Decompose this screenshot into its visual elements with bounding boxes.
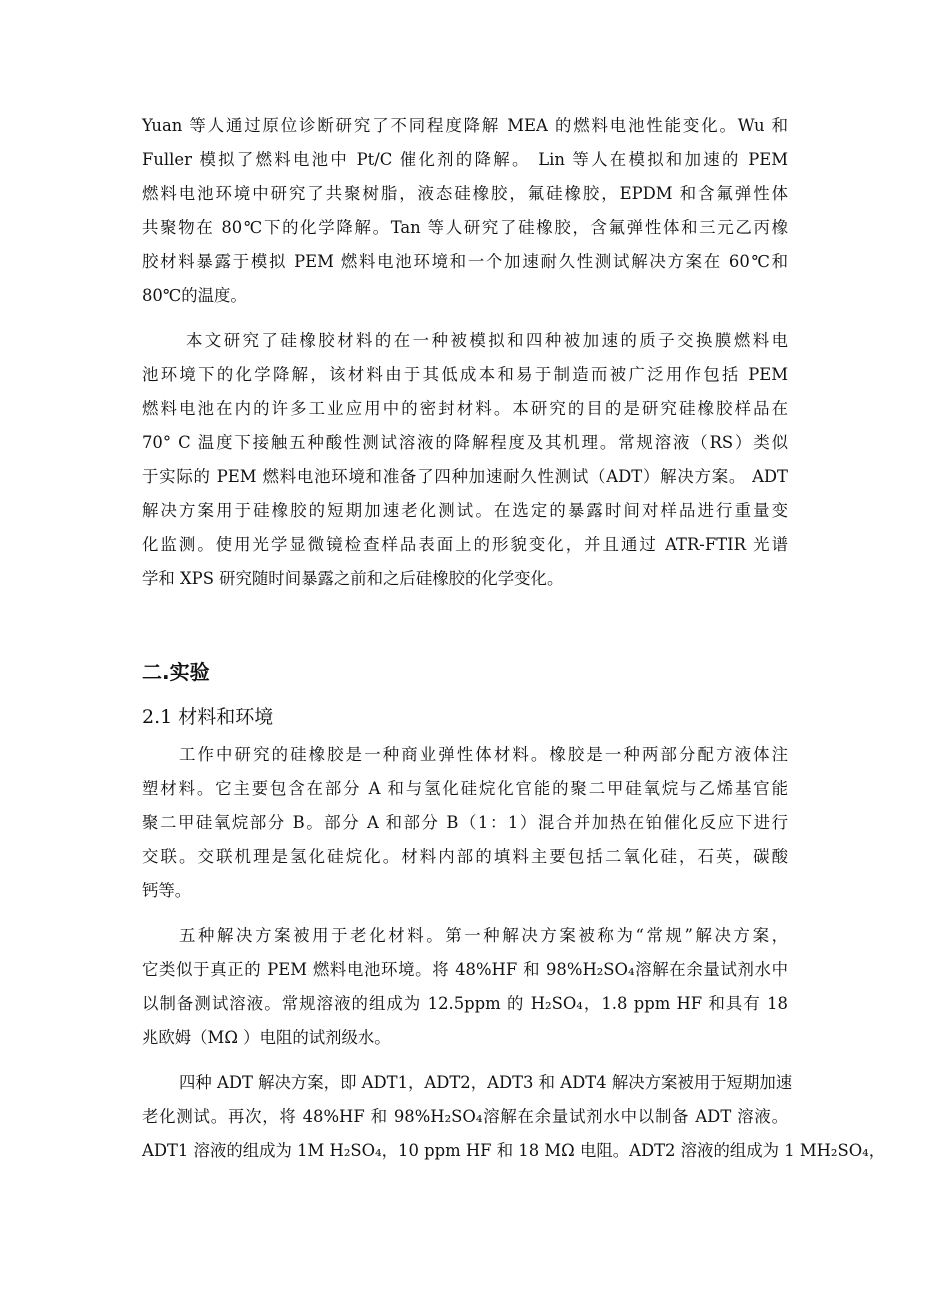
subsection-heading: 2.1 材料和环境 (142, 706, 274, 728)
para1-line-5: 胶材料暴露于模拟 PEM 燃料电池环境和一个加速耐久性测试解决方案在 60℃和 (142, 252, 788, 271)
para4-line-2: 它类似于真正的 PEM 燃料电池环境。将 48%HF 和 98%H₂SO₄溶解在余量试剂水中 (142, 960, 788, 979)
para2-line-6: 解决方案用于硅橡胶的短期加速老化测试。在选定的暴露时间对样品进行重量变 (142, 501, 788, 520)
para1-line-4: 共聚物在 80℃下的化学降解。Tan 等人研究了硅橡胶，含氟弹性体和三元乙丙橡 (142, 218, 788, 237)
para2-line-1: 本文研究了硅橡胶材料的在一种被模拟和四种被加速的质子交换膜燃料电 (186, 331, 788, 350)
para3-line-3: 聚二甲硅氧烷部分 B。部分 A 和部分 B（1：1）混合并加热在铂催化反应下进行 (142, 813, 788, 832)
para1-line-2: Fuller 模拟了燃料电池中 Pt/C 催化剂的降解。 Lin 等人在模拟和加速的 PEM (142, 150, 788, 169)
para2-line-5: 于实际的 PEM 燃料电池环境和准备了四种加速耐久性测试（ADT）解决方案。 ADT (142, 467, 788, 486)
para2-line-8: 学和 XPS 研究随时间暴露之前和之后硅橡胶的化学变化。 (142, 569, 564, 588)
para1-line-3: 燃料电池环境中研究了共聚树脂，液态硅橡胶，氟硅橡胶，EPDM 和含氟弹性体 (142, 184, 788, 203)
para3-line-5: 钙等。 (142, 881, 192, 900)
para3-line-1: 工作中研究的硅橡胶是一种商业弹性体材料。橡胶是一种两部分配方液体注 (179, 745, 788, 764)
para5-line-3: ADT1 溶液的组成为 1M H₂SO₄，10 ppm HF 和 18 MΩ 电阻。ADT2 溶液的组成为 1 MH₂SO₄， (142, 1141, 886, 1160)
section-heading: 二.实验 (142, 660, 210, 684)
para2-line-3: 燃料电池在内的许多工业应用中的密封材料。本研究的目的是研究硅橡胶样品在 (142, 399, 788, 418)
para5-line-2: 老化测试。再次，将 48%HF 和 98%H₂SO₄溶解在余量试剂水中以制备 ADT 溶液。 (142, 1107, 788, 1126)
para2-line-4: 70° C 温度下接触五种酸性测试溶液的降解程度及其机理。常规溶液（RS）类似 (142, 433, 788, 452)
para2-line-2: 池环境下的化学降解，该材料由于其低成本和易于制造而被广泛用作包括 PEM (142, 365, 788, 384)
para4-line-1: 五种解决方案被用于老化材料。第一种解决方案被称为“常规”解决方案， (179, 926, 788, 945)
para4-line-4: 兆欧姆（MΩ ）电阻的试剂级水。 (142, 1028, 391, 1047)
para3-line-2: 塑材料。它主要包含在部分 A 和与氢化硅烷化官能的聚二甲硅氧烷与乙烯基官能 (142, 779, 788, 798)
para5-line-1: 四种 ADT 解决方案，即 ADT1，ADT2，ADT3 和 ADT4 解决方案被用于短期加速 (179, 1073, 793, 1092)
para3-line-4: 交联。交联机理是氢化硅烷化。材料内部的填料主要包括二氧化硅，石英，碳酸 (142, 847, 788, 866)
para4-line-3: 以制备测试溶液。常规溶液的组成为 12.5ppm 的 H₂SO₄，1.8 ppm HF 和具有 18 (142, 994, 788, 1013)
para1-line-6: 80℃的温度。 (142, 286, 247, 305)
para1-line-1: Yuan 等人通过原位诊断研究了不同程度降解 MEA 的燃料电池性能变化。Wu 和 (142, 116, 788, 135)
para2-line-7: 化监测。使用光学显微镜检查样品表面上的形貌变化，并且通过 ATR-FTIR 光谱 (142, 535, 788, 554)
